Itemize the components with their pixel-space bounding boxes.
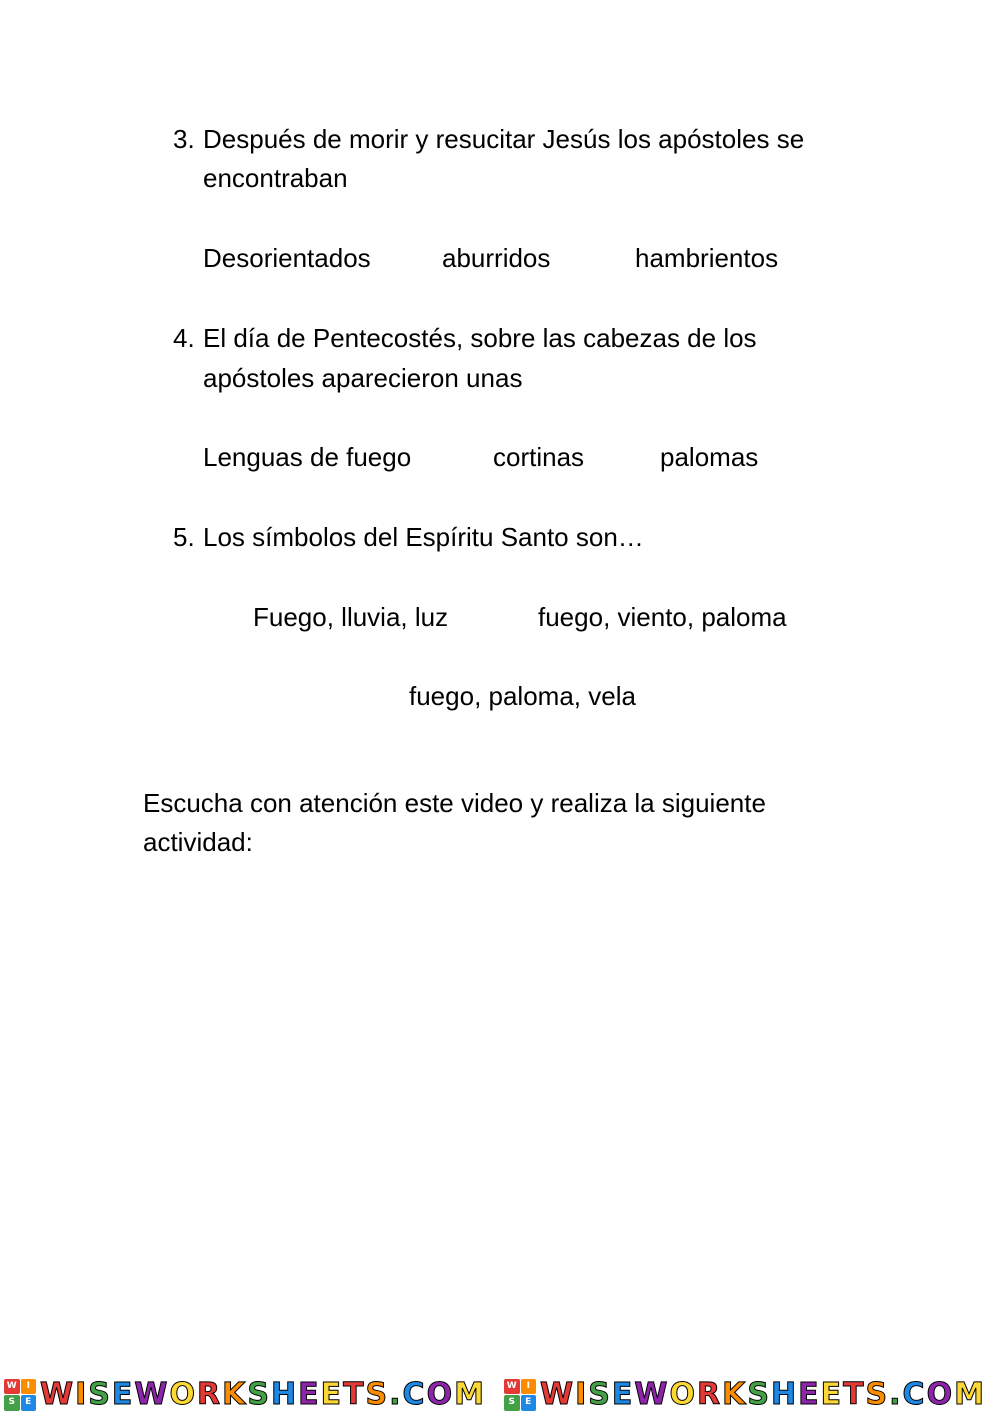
instruction-text: Escucha con atención este video y realiza la siguiente [143, 788, 766, 818]
logo-letter: S [747, 1377, 771, 1412]
question-number: 5. [173, 522, 195, 552]
wiseworksheets-logo [504, 1376, 986, 1413]
question-text: Después de morir y resucitar Jesús los apóstoles se [203, 124, 805, 154]
logo-letter: M [954, 1377, 986, 1412]
logo-letter: W [540, 1377, 576, 1412]
logo-letter: O [426, 1377, 455, 1412]
logo-letter: S [865, 1377, 890, 1412]
logo-letter: W [134, 1377, 170, 1412]
logo-letter: I [75, 1377, 89, 1412]
logo-letter: H [770, 1377, 799, 1412]
logo-letter: T [343, 1377, 366, 1412]
logo-letter: S [365, 1377, 390, 1412]
logo-text [540, 1376, 986, 1413]
logo-letter: S [588, 1377, 612, 1412]
logo-letter: O [926, 1377, 955, 1412]
instruction-text-continued: actividad: [143, 827, 253, 857]
logo-letter: E [820, 1377, 844, 1412]
logo-letter: E [320, 1377, 344, 1412]
logo-letter: E [111, 1377, 135, 1412]
logo-text [40, 1376, 486, 1413]
logo-letter: R [696, 1377, 723, 1412]
logo-letter: K [222, 1377, 248, 1412]
logo-letter: E [611, 1377, 635, 1412]
answer-option[interactable]: cortinas [493, 442, 585, 472]
logo-letter: C [902, 1377, 927, 1412]
logo-letter: K [722, 1377, 748, 1412]
logo-letter: . [389, 1377, 403, 1412]
logo-badge-icon: W I S E [504, 1379, 536, 1411]
logo-letter: . [889, 1377, 903, 1412]
logo-letter: H [270, 1377, 299, 1412]
question-text: El día de Pentecostés, sobre las cabezas de los [203, 323, 757, 353]
question-text: Los símbolos del Espíritu Santo son… [203, 522, 644, 552]
answer-option[interactable]: fuego, paloma, vela [409, 681, 636, 711]
logo-letter: O [169, 1377, 197, 1412]
logo-letter: W [634, 1377, 670, 1412]
answer-option[interactable]: Lenguas de fuego [203, 442, 412, 472]
answer-option[interactable]: Fuego, lluvia, luz [253, 602, 449, 632]
logo-letter: R [196, 1377, 223, 1412]
wiseworksheets-logo [4, 1376, 486, 1413]
logo-letter: S [247, 1377, 271, 1412]
logo-letter: W [40, 1377, 76, 1412]
logo-letter: O [669, 1377, 697, 1412]
logo-letter: M [454, 1377, 486, 1412]
answer-option[interactable]: Desorientados [203, 243, 371, 273]
logo-letter: E [798, 1377, 821, 1412]
answer-option[interactable]: aburridos [442, 243, 551, 273]
logo-badge-icon: W I S E [4, 1379, 36, 1411]
answer-option[interactable]: palomas [660, 442, 759, 472]
logo-letter: S [88, 1377, 112, 1412]
question-number: 4. [173, 323, 195, 353]
answer-option[interactable]: fuego, viento, paloma [538, 602, 787, 632]
logo-letter: I [575, 1377, 589, 1412]
question-number: 3. [173, 124, 195, 154]
logo-letter: T [843, 1377, 866, 1412]
footer-watermark [0, 1376, 1000, 1413]
question-text-continued: apóstoles aparecieron unas [203, 363, 523, 393]
answer-option[interactable]: hambrientos [635, 243, 779, 273]
logo-letter: C [402, 1377, 427, 1412]
question-text-continued: encontraban [203, 163, 348, 193]
logo-letter: E [298, 1377, 321, 1412]
